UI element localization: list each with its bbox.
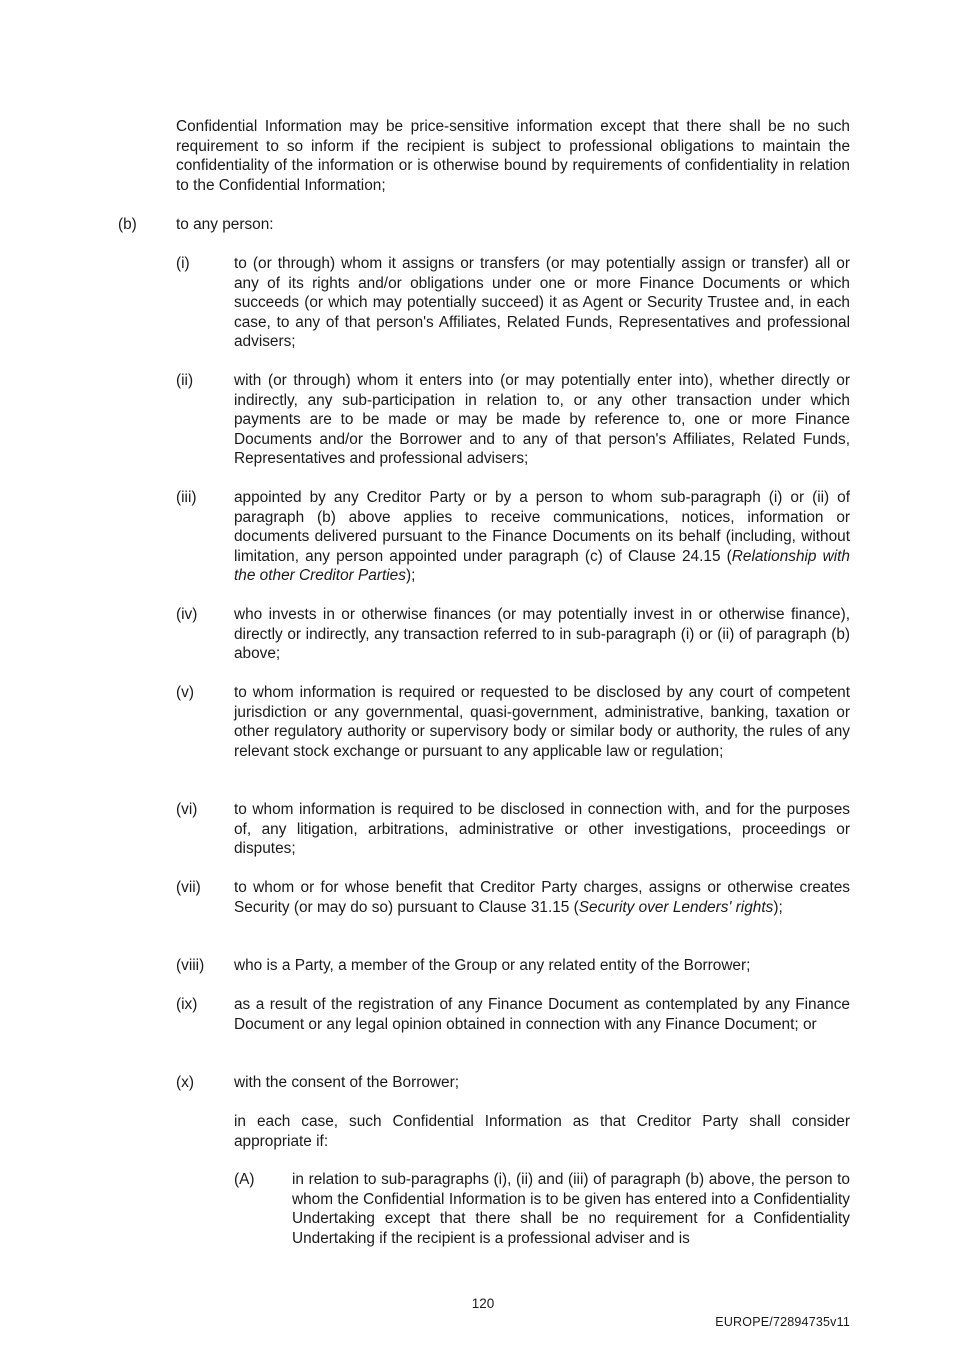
item-iii-text bbox=[234, 488, 850, 586]
item-vii-text-before: to whom or for whose benefit that Creditor Party charges, assigns or otherwise creates Security (or may do so) pursuant to Clause 31.15 ( bbox=[234, 879, 850, 916]
item-viii-label: (viii) bbox=[176, 957, 205, 974]
item-ii-text: with (or through) whom it enters into (or may potentially enter into), whether directly or indirectly, any sub-participation in relation to, or any other transaction under which payments are to be made or may be made by reference to, one or more Finance Documents and/or the Borrower and to any of that person's Affiliates, Related Funds, Representatives and professional advisers; bbox=[234, 372, 850, 467]
item-viii-text: who is a Party, a member of the Group or any related entity of the Borrower; bbox=[234, 957, 751, 974]
item-vii-clause-reference: Security over Lenders' rights bbox=[578, 898, 774, 916]
item-i-text: to (or through) whom it assigns or transfers (or may potentially assign or transfer) all or any of its rights and/or obligations under one or more Finance Documents or which succeeds (or which may potentially succeed) it as Agent or Security Trustee and, in each case, to any of that person's Affiliates, Related Funds, Representatives and professional advisers; bbox=[234, 255, 850, 350]
item-A-text: in relation to sub-paragraphs (i), (ii) and (iii) of paragraph (b) above, the person to whom the Confidential Information is to be given has entered into a Confidentiality Undertaking except that there shall be no requirement for a Confidentiality Undertaking if the recipient is a professional adviser and is bbox=[292, 1171, 850, 1247]
item-iii-clause-reference: Relationship with the other Creditor Parties bbox=[234, 547, 850, 584]
item-ix-text: as a result of the registration of any Finance Document as contemplated by any Finance Document or any legal opinion obtained in connection with any Finance Document; or bbox=[234, 996, 850, 1033]
item-A-label: (A) bbox=[234, 1171, 255, 1188]
paragraph-b-text: to any person: bbox=[176, 216, 274, 233]
item-x-label: (x) bbox=[176, 1074, 194, 1091]
paragraph-b-label: (b) bbox=[118, 216, 137, 233]
item-iv-text: who invests in or otherwise finances (or may potentially invest in or otherwise finance), directly or indirectly, any transaction referred to in sub-paragraph (i) or (ii) of paragraph (b) above; bbox=[234, 606, 850, 662]
item-vii-text-after: ); bbox=[773, 898, 783, 916]
item-ii-label: (ii) bbox=[176, 372, 194, 389]
item-i-label: (i) bbox=[176, 255, 190, 272]
intro-paragraph: Confidential Information may be price-sensitive information except that there shall be no such requirement to so inform if the recipient is subject to professional obligations to maintain the confidentiality of the information or is otherwise bound by requirements of confidentiality in relation to the Confidential Information; bbox=[176, 118, 850, 194]
item-x-text: with the consent of the Borrower; bbox=[234, 1074, 459, 1091]
item-vi-label: (vi) bbox=[176, 801, 198, 818]
item-v-label: (v) bbox=[176, 684, 194, 701]
item-vi-text: to whom information is required to be disclosed in connection with, and for the purposes of, any litigation, arbitrations, administrative or other investigations, proceedings or disputes; bbox=[234, 801, 850, 857]
item-iii-text-after: ); bbox=[405, 567, 416, 584]
item-iii-label: (iii) bbox=[176, 489, 197, 506]
item-iv-label: (iv) bbox=[176, 606, 198, 623]
item-vii-label: (vii) bbox=[176, 879, 201, 896]
item-v-text: to whom information is required or requested to be disclosed by any court of competent jurisdiction or any governmental, quasi-government, administrative, banking, taxation or other regulatory authority or supervisory body or similar body or authority, the rules of any relevant stock exchange or pursuant to any applicable law or regulation; bbox=[234, 684, 850, 760]
item-vii-text bbox=[234, 878, 850, 917]
page-number: 120 bbox=[471, 1296, 495, 1311]
item-iii-text-before: appointed by any Creditor Party or by a person to whom sub-paragraph (i) or (ii) of paragraph (b) above applies to receive communications, notices, information or documents delivered pursuant to the Finance Documents on its behalf (including, without limitation, any person appointed under paragraph (c) of Clause 24.15 ( bbox=[234, 489, 850, 565]
item-ix-label: (ix) bbox=[176, 996, 198, 1013]
in-each-case-paragraph: in each case, such Confidential Information as that Creditor Party shall consider appropriate if: bbox=[234, 1113, 850, 1150]
document-reference: EUROPE/72894735v11 bbox=[715, 1315, 850, 1329]
